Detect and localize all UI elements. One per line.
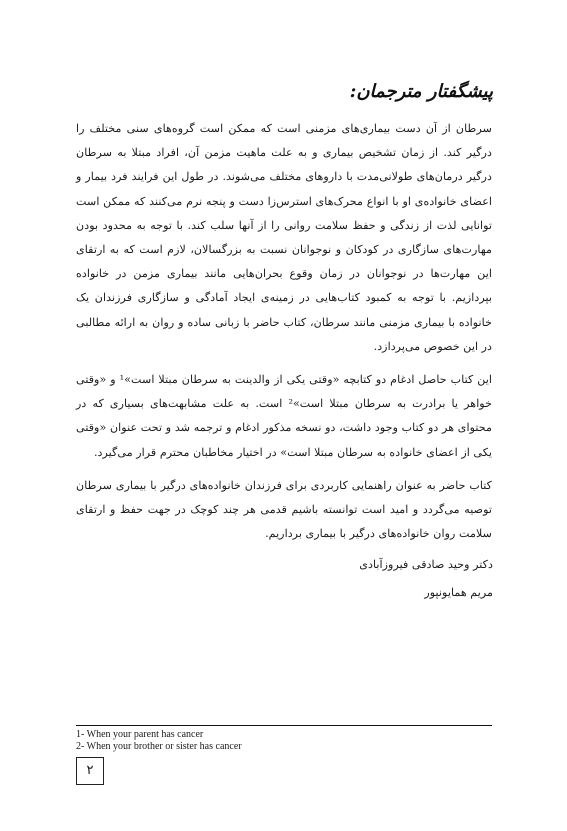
page-title: پیشگفتار مترجمان:	[349, 81, 493, 102]
footnotes	[76, 729, 492, 753]
paragraph: کتاب حاضر به عنوان راهنمایی کاربردی برای فرزندان خانواده‌های درگیر با بیماری سرطان توصیه می‌گردد و امید است توانسته باشیم قدمی هر چند کوچک در جهت حفظ و ارتقای سلامت روان خانواده‌های درگیر با بیماری برداریم.	[76, 478, 492, 541]
footnote-divider	[76, 725, 492, 726]
translator-name: دکتر وحید صادقی فیروزآبادی	[359, 558, 493, 571]
preface-body	[76, 117, 492, 555]
footnote: 2- When your brother or sister has cancer	[76, 741, 242, 752]
paragraph: این کتاب حاصل ادغام دو کتابچه «وقتی یکی از والدینت به سرطان مبتلا است»¹ و «وقتی خواهر یا برادرت به سرطان مبتلا است»² است. به علت مشابهت‌های بسیاری که در محتوای هر دو کتاب وجود داشت، دو نسخه مذکور ادغام و ترجمه شد و تحت عنوان «وقتی یکی از اعضای خانواده به سرطان مبتلا است» در اختیار مخاطبان محترم قرار می‌گیرد.	[76, 373, 493, 459]
paragraph: سرطان از آن دست بیماری‌های مزمنی است که ممکن است گروه‌های سنی مختلف را درگیر کند. از زمان تشخیص بیماری و به علت ماهیت مزمن آن، افراد مبتلا به سرطان درگیر درمان‌های طولانی‌مدت با داروهای مختلف می‌شوند. در طول این فرایند فرد بیمار و اعضای خانواده‌ی او با انواع محرک‌های استرس‌زا دست و پنجه نرم می‌کنند که ممکن است توانایی لذت از زندگی و حفظ سلامت روانی را از آنها سلب کند. با توجه به محدود بودن مهارت‌های سازگاری در کودکان و نوجوانان نسبت به بزرگسالان، لازم است که به ارتقای این مهارت‌ها در نوجوانان در زمان وقوع بحران‌هایی مانند بیماری مزمن در خانواده بپردازیم. با توجه به کمبود کتاب‌هایی در زمینه‌ی ایجاد آمادگی و سازگاری فرزندان یک خانواده با بیماری مزمنی مانند سرطان، کتاب حاضر با زبانی ساده و روان به ارائه مطالبی در این خصوص می‌پردازد.	[76, 122, 492, 353]
footnote: 1- When your parent has cancer	[76, 729, 204, 740]
translator-signatures	[173, 551, 493, 607]
translator-name: مریم همایونپور	[424, 586, 493, 599]
page-number: ۲	[76, 757, 104, 785]
